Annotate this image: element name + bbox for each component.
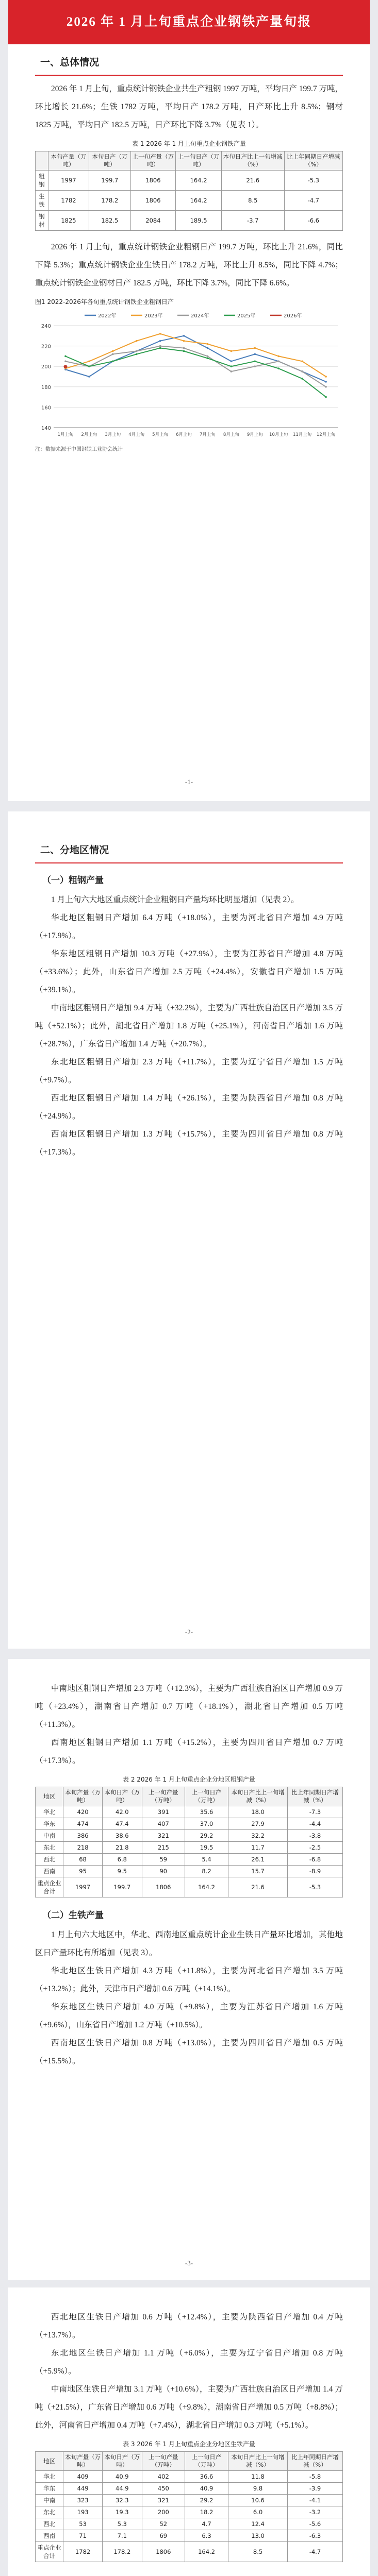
data-point <box>112 361 114 363</box>
table-row <box>36 1806 343 1818</box>
table-cell: 东北 <box>36 1842 63 1854</box>
table-cell: 449 <box>63 2483 103 2495</box>
table-cell: -3.7 <box>221 211 284 231</box>
page-3 <box>8 1659 370 2280</box>
table-cell: 215 <box>142 1842 185 1854</box>
table-cell: 164.2 <box>185 2542 228 2562</box>
table-cell: 21.8 <box>102 1842 142 1854</box>
table-cell: 5.4 <box>185 1854 228 1866</box>
table-cell: 12.4 <box>228 2518 288 2530</box>
table-header-cell: 比上年同期日产增减（%） <box>287 1787 342 1806</box>
table-cell: 1806 <box>130 171 176 191</box>
data-point <box>159 333 161 335</box>
table-cell: 6.8 <box>102 1854 142 1866</box>
table-cell: 200 <box>142 2506 185 2518</box>
table-cell: 6.3 <box>185 2530 228 2542</box>
table-row <box>36 1818 343 1830</box>
table-cell: 1806 <box>142 2542 185 2562</box>
table-cell: 164.2 <box>176 191 222 211</box>
data-point <box>63 365 67 368</box>
page-number: -3- <box>185 2259 193 2267</box>
table-header-cell: 本旬日产比上一旬增减（%） <box>221 151 284 171</box>
data-point <box>231 361 233 363</box>
paragraph: 西南地区生铁日产增加 0.8 万吨（+13.0%），主要为四川省日产增加 0.5 万吨（+15.5%）。 <box>35 2039 343 2065</box>
data-point <box>277 367 280 369</box>
table-cell: 1806 <box>142 1877 185 1897</box>
table-cell: 47.4 <box>102 1818 142 1830</box>
table-cell: 199.7 <box>102 1877 142 1897</box>
y-tick-label: 180 <box>41 384 51 391</box>
table-cell: 重点企业合计 <box>36 2542 63 2562</box>
table-cell: 1997 <box>48 171 89 191</box>
data-point <box>231 370 233 372</box>
table-cell: 42.0 <box>102 1806 142 1818</box>
data-point <box>183 350 185 352</box>
table-cell: 164.2 <box>185 1877 228 1897</box>
table-cell: 32.3 <box>102 2495 142 2506</box>
table-header-cell: 上一旬产量（万吨） <box>130 151 176 171</box>
x-tick-label: 10月上旬 <box>269 432 288 437</box>
table-cell: 26.1 <box>228 1854 288 1866</box>
table-cell: 6.0 <box>228 2506 288 2518</box>
table-cell: 218 <box>63 1842 103 1854</box>
data-point <box>183 340 185 342</box>
table-row <box>36 1854 343 1866</box>
table-cell: 59 <box>142 1854 185 1866</box>
table-cell: 1825 <box>48 211 89 231</box>
table-cell: 37.0 <box>185 1818 228 1830</box>
subsection-title: （二）生铁产量 <box>42 1910 104 1921</box>
table-header-cell: 本旬日产比上一旬增减（%） <box>228 2452 288 2471</box>
table-cell: 9.5 <box>102 1866 142 1877</box>
data-point <box>277 355 280 358</box>
table-cell: 西北 <box>36 2518 63 2530</box>
table-cell: -4.7 <box>287 2542 342 2562</box>
data-point <box>159 347 161 349</box>
table-cell: 华东 <box>36 2483 63 2495</box>
x-tick-label: 9月上旬 <box>246 432 263 437</box>
table-cell: -4.7 <box>284 191 342 211</box>
table-caption: 表 2 2026 年 1 月上旬重点企业分地区粗钢产量 <box>123 1776 255 1783</box>
figure-caption: 图1 2022-2026年各旬重点统计钢铁企业粗钢日产 <box>35 298 174 306</box>
x-tick-label: 2月上旬 <box>81 432 97 437</box>
table-cell: 1806 <box>130 191 176 211</box>
y-tick-label: 240 <box>41 324 51 329</box>
y-tick-label: 220 <box>41 344 51 350</box>
table-cell: 407 <box>142 1818 185 1830</box>
table-cell: 18.2 <box>185 2506 228 2518</box>
data-point <box>277 361 280 363</box>
table-cell: -3.2 <box>287 2506 342 2518</box>
table-cell: 西北 <box>36 1854 63 1866</box>
table-cell: 474 <box>63 1818 103 1830</box>
x-tick-label: 5月上旬 <box>152 432 169 437</box>
table-row <box>36 2495 343 2506</box>
table-row <box>36 2542 343 2562</box>
data-point <box>301 378 303 380</box>
paragraph: 西南地区粗钢日产增加 1.1 万吨（+15.2%），主要为四川省日产增加 0.7 万吨（+17.3%）。 <box>35 1738 343 1765</box>
table-caption: 表 1 2026 年 1 月上旬重点企业钢铁产量 <box>132 140 246 147</box>
data-point <box>183 335 185 337</box>
table-cell: 西南 <box>36 1866 63 1877</box>
table-cell: -5.3 <box>284 171 342 191</box>
data-point <box>254 353 256 355</box>
table-cell: 1782 <box>48 191 89 211</box>
section-title-overview: 一、总体情况 <box>40 57 100 68</box>
table-cell: 8.2 <box>185 1866 228 1877</box>
table-cell: 18.0 <box>228 1806 288 1818</box>
table-cell: 7.1 <box>102 2530 142 2542</box>
table-cell: 2084 <box>130 211 176 231</box>
paragraph: 西南地区粗钢日产增加 1.3 万吨（+15.7%），主要为四川省日产增加 0.8 万吨（+17.3%）。 <box>35 1130 343 1157</box>
data-point <box>136 340 138 342</box>
table-cell: 重点企业合计 <box>36 1877 63 1897</box>
table-row <box>36 1830 343 1842</box>
table-header-cell: 上一旬日产（万吨） <box>185 2452 228 2471</box>
table-cell: -6.8 <box>287 1854 342 1866</box>
page-2 <box>8 811 370 1649</box>
data-point <box>254 361 256 363</box>
x-tick-label: 1月上旬 <box>57 432 74 437</box>
data-point <box>88 365 90 367</box>
table-header-cell: 本旬日产比上一旬增减（%） <box>228 1787 288 1806</box>
legend-label: 2022年 <box>98 313 117 319</box>
table-cell: -7.3 <box>287 1806 342 1818</box>
data-point <box>64 355 67 358</box>
data-point <box>231 365 233 367</box>
x-tick-label: 4月上旬 <box>128 432 145 437</box>
table-cell: 95 <box>63 1866 103 1877</box>
paragraph: 华北地区生铁日产增加 4.3 万吨（+11.8%），主要为河北省日产增加 3.5 万吨（+13.2%）；此外，天津市日产增加 0.6 万吨（+14.1%）。 <box>35 1967 343 1993</box>
y-tick-label: 140 <box>41 426 51 431</box>
table-cell: 402 <box>142 2471 185 2483</box>
table-cell: 生铁 <box>36 191 48 211</box>
table-cell: 中南 <box>36 2495 63 2506</box>
table-cell: -5.8 <box>287 2471 342 2483</box>
table-caption: 表 3 2026 年 1 月上旬重点企业分地区生铁产量 <box>123 2441 255 2448</box>
table-cell: -8.9 <box>287 1866 342 1877</box>
table-cell: -3.9 <box>287 2483 342 2495</box>
table-cell: 29.2 <box>185 2495 228 2506</box>
paragraph: 华东地区粗钢日产增加 10.3 万吨（+27.9%），主要为江苏省日产增加 4.8 万吨（+33.6%）；此外，山东省日产增加 2.5 万吨（+24.4%），安徽省日产增加 1.5 万吨（+39.1%）。 <box>35 950 343 994</box>
paragraph: 东北地区生铁日产增加 1.1 万吨（+6.0%），主要为辽宁省日产增加 0.8 万吨（+5.9%）。 <box>35 2349 343 2376</box>
paragraph: 东北地区粗钢日产增加 2.3 万吨（+11.7%），主要为辽宁省日产增加 1.5 万吨（+9.7%）。 <box>35 1058 343 1084</box>
table-cell: 199.7 <box>89 171 130 191</box>
legend-label: 2025年 <box>237 313 256 319</box>
table-header-cell: 本旬产量（万吨） <box>63 1787 103 1806</box>
table-cell: 71 <box>63 2530 103 2542</box>
data-point <box>183 347 185 349</box>
table-row <box>36 2506 343 2518</box>
table-row <box>36 1877 343 1897</box>
table-cell: 13.0 <box>228 2530 288 2542</box>
data-point <box>64 361 67 363</box>
table-cell: 32.2 <box>228 1830 288 1842</box>
data-point <box>207 347 209 349</box>
table-cell: 19.3 <box>102 2506 142 2518</box>
table-cell: 178.2 <box>89 191 130 211</box>
table-row <box>36 211 343 231</box>
table-header-cell: 地区 <box>36 1787 63 1806</box>
table-cell: 11.8 <box>228 2471 288 2483</box>
data-point <box>254 347 256 349</box>
data-point <box>207 343 209 345</box>
data-point <box>325 376 327 378</box>
paragraph: 2026 年 1 月上旬，重点统计钢铁企业共生产粗钢 1997 万吨，平均日产 199.7 万吨，环比增长 21.6%；生铁 1782 万吨，平均日产 178.2 万吨，日产环比上升 8.5%；钢材 1825 万吨，平均日产 182.5 万吨，日产环比下降 3.7%（见表 1）。 <box>35 84 343 129</box>
table-header-cell: 本旬日产（万吨） <box>102 1787 142 1806</box>
legend-label: 2024年 <box>191 313 209 319</box>
table-cell: 36.6 <box>185 2471 228 2483</box>
data-point <box>88 361 90 363</box>
table-cell: 52 <box>142 2518 185 2530</box>
table-header-cell: 上一旬产量（万吨） <box>142 1787 185 1806</box>
table-cell: -4.4 <box>287 1818 342 1830</box>
table-row <box>36 2483 343 2495</box>
page-number: -2- <box>185 1628 193 1636</box>
data-point <box>254 365 256 367</box>
paragraph: 2026 年 1 月上旬，重点统计钢铁企业粗钢日产 199.7 万吨，环比上升 21.6%，同比下降 5.3%；重点统计钢铁企业生铁日产 178.2 万吨，环比上升 8.5%，同比下降 4.7%；重点统计钢铁企业钢材日产 182.5 万吨，环比下降 3.7%，同比下降 6.6%。 <box>35 243 343 287</box>
subsection-title: （一）粗钢产量 <box>42 875 104 886</box>
legend-label: 2023年 <box>144 313 163 319</box>
table-row <box>36 191 343 211</box>
data-point <box>301 361 303 363</box>
table-cell: 178.2 <box>102 2542 142 2562</box>
table-cell: -4.1 <box>287 2495 342 2506</box>
table-row <box>36 1866 343 1877</box>
paragraph: 中南地区粗钢日产增加 2.3 万吨（+12.3%），主要为广西壮族自治区日产增加 0.9 万吨（+23.4%），湖南省日产增加 0.7 万吨（+18.1%），湖北省日产增加 0.5 万吨（+11.3%）。 <box>35 1684 343 1729</box>
table-cell: 5.3 <box>102 2518 142 2530</box>
series-line <box>65 348 326 397</box>
data-point <box>136 353 138 355</box>
table-header-cell: 比上年同期日产增减（%） <box>284 151 342 171</box>
paragraph: 1 月上旬六大地区重点统计企业粗钢日产量均环比明显增加（见表 2）。 <box>51 895 299 904</box>
table-cell: 西南 <box>36 2530 63 2542</box>
table-cell: 189.5 <box>176 211 222 231</box>
table-cell: 19.5 <box>185 1842 228 1854</box>
table-cell: 40.9 <box>102 2471 142 2483</box>
crude-steel-region-table <box>35 1787 343 1897</box>
paragraph: 中南地区生铁日产增加 3.1 万吨（+10.6%），主要为广西壮族自治区日产增加 1.4 万吨（+21.5%），广东省日产增加 0.6 万吨（+9.8%），湖南省日产增加 0.5 万吨（+8.8%）；此外，河南省日产增加 0.4 万吨（+7.4%），湖北省日产增加 0.3 万吨（+5.1%）。 <box>35 2385 343 2430</box>
table-header-cell: 本旬产量（万吨） <box>48 151 89 171</box>
table-cell: 38.6 <box>102 1830 142 1842</box>
table-cell: 323 <box>63 2495 103 2506</box>
table-cell: -5.3 <box>287 1877 342 1897</box>
table-cell: 10.6 <box>228 2495 288 2506</box>
data-point <box>88 376 90 378</box>
paragraph: 西北地区生铁日产增加 0.6 万吨（+12.4%），主要为陕西省日产增加 0.4 万吨（+13.7%）。 <box>35 2313 343 2340</box>
data-point <box>301 370 303 372</box>
table-cell: 391 <box>142 1806 185 1818</box>
table-cell: 44.9 <box>102 2483 142 2495</box>
table-cell: 8.5 <box>221 191 284 211</box>
table-cell: 386 <box>63 1830 103 1842</box>
section-title-regions: 二、分地区情况 <box>40 844 109 856</box>
table-cell: 69 <box>142 2530 185 2542</box>
x-tick-label: 12月上旬 <box>316 432 336 437</box>
paragraph: 中南地区粗钢日产增加 9.4 万吨（+32.2%），主要为广西壮族自治区日产增加 3.5 万吨（+52.1%）；此外，湖北省日产增加 1.8 万吨（+25.1%），河南省日产增加 1.6 万吨（+28.7%），广东省日产增加 1.4 万吨（+20.7%）。 <box>35 1004 343 1048</box>
legend-label: 2026年 <box>284 313 302 319</box>
figure-note: 注：数据来源于中国钢铁工业协会统计 <box>35 447 123 452</box>
table-cell: -5.6 <box>287 2518 342 2530</box>
table-cell: 321 <box>142 1830 185 1842</box>
table-header-cell: 上一旬日产（万吨） <box>176 151 222 171</box>
table-cell: 321 <box>142 2495 185 2506</box>
paragraph: 华北地区粗钢日产增加 6.4 万吨（+18.0%），主要为河北省日产增加 4.9 万吨（+17.9%）。 <box>35 913 343 940</box>
pig-iron-region-table <box>35 2451 343 2562</box>
table-cell: 35.6 <box>185 1806 228 1818</box>
y-tick-label: 200 <box>41 364 51 370</box>
table-cell: 8.5 <box>228 2542 288 2562</box>
table-header-cell: 上一旬产量（万吨） <box>142 2452 185 2471</box>
table-header-cell: 本旬日产（万吨） <box>102 2452 142 2471</box>
table-cell: 409 <box>63 2471 103 2483</box>
data-point <box>325 386 327 388</box>
paragraph: 1 月上旬六大地区中，华北、西南地区重点统计企业生铁日产量环比增加，其他地区日产量环比有所增加（见表 3）。 <box>35 1930 343 1957</box>
y-tick-label: 160 <box>41 405 51 411</box>
table-cell: 90 <box>142 1866 185 1877</box>
paragraph: 西北地区粗钢日产增加 1.4 万吨（+26.1%），主要为陕西省日产增加 0.8 万吨（+24.9%）。 <box>35 1094 343 1121</box>
data-point <box>231 350 233 352</box>
page-number: -1- <box>185 778 193 786</box>
data-point <box>136 350 138 352</box>
table-cell: 中南 <box>36 1830 63 1842</box>
table-cell: -2.5 <box>287 1842 342 1854</box>
table-cell: 40.9 <box>185 2483 228 2495</box>
page-4 <box>8 2287 370 2576</box>
title-rule <box>35 75 343 76</box>
table-cell: 粗钢 <box>36 171 48 191</box>
x-tick-label: 3月上旬 <box>105 432 121 437</box>
table-cell: 钢材 <box>36 211 48 231</box>
table-cell: 27.9 <box>228 1818 288 1830</box>
report-banner: 2026 年 1 月上旬重点企业钢铁产量旬报 <box>8 0 370 44</box>
table-cell: 182.5 <box>89 211 130 231</box>
data-point <box>159 345 161 347</box>
table-cell: 华北 <box>36 2471 63 2483</box>
table-cell: 21.6 <box>221 171 284 191</box>
table-cell: 68 <box>63 1854 103 1866</box>
table-header-cell: 地区 <box>36 2452 63 2471</box>
table-header-cell: 本旬日产（万吨） <box>89 151 130 171</box>
table-header-cell: 上一旬日产（万吨） <box>185 1787 228 1806</box>
table-cell: 1782 <box>63 2542 103 2562</box>
x-tick-label: 8月上旬 <box>223 432 239 437</box>
data-point <box>112 353 114 355</box>
table-header-cell: 本旬产量（万吨） <box>63 2452 103 2471</box>
paragraph: 华东地区生铁日产增加 4.0 万吨（+9.8%），主要为江苏省日产增加 1.6 万吨（+9.6%），山东省日产增加 1.2 万吨（+10.5%）。 <box>35 2003 343 2029</box>
table-row <box>36 2471 343 2483</box>
table-header-cell <box>36 151 48 171</box>
table-cell: 21.6 <box>228 1877 288 1897</box>
table-row <box>36 2518 343 2530</box>
table-cell: 4.7 <box>185 2518 228 2530</box>
x-tick-label: 11月上旬 <box>292 432 312 437</box>
table-cell: 9.8 <box>228 2483 288 2495</box>
data-point <box>159 340 161 342</box>
daily-output-line-chart <box>35 308 343 442</box>
title-rule <box>35 862 343 863</box>
table-cell: 420 <box>63 1806 103 1818</box>
table-cell: 29.2 <box>185 1830 228 1842</box>
page-1 <box>8 0 370 801</box>
data-point <box>325 381 327 383</box>
table-cell: 11.7 <box>228 1842 288 1854</box>
table-cell: 东北 <box>36 2506 63 2518</box>
x-tick-label: 6月上旬 <box>176 432 192 437</box>
table-header-cell: 比上年同期日产增减（%） <box>287 2452 342 2471</box>
table-cell: 15.7 <box>228 1866 288 1877</box>
table-cell: 53 <box>63 2518 103 2530</box>
data-point <box>207 355 209 358</box>
x-tick-label: 7月上旬 <box>199 432 216 437</box>
table-row <box>36 2530 343 2542</box>
table-cell: 450 <box>142 2483 185 2495</box>
data-point <box>112 350 114 352</box>
table-cell: -6.3 <box>287 2530 342 2542</box>
table-cell: 1997 <box>63 1877 103 1897</box>
table-cell: 193 <box>63 2506 103 2518</box>
table-cell: 164.2 <box>176 171 222 191</box>
table-cell: 华北 <box>36 1806 63 1818</box>
table-row <box>36 171 343 191</box>
table-cell: -3.8 <box>287 1830 342 1842</box>
table-cell: -6.6 <box>284 211 342 231</box>
data-point <box>207 358 209 360</box>
table-row <box>36 1842 343 1854</box>
table-cell: 华东 <box>36 1818 63 1830</box>
data-point <box>325 396 327 398</box>
overview-table <box>35 151 343 231</box>
